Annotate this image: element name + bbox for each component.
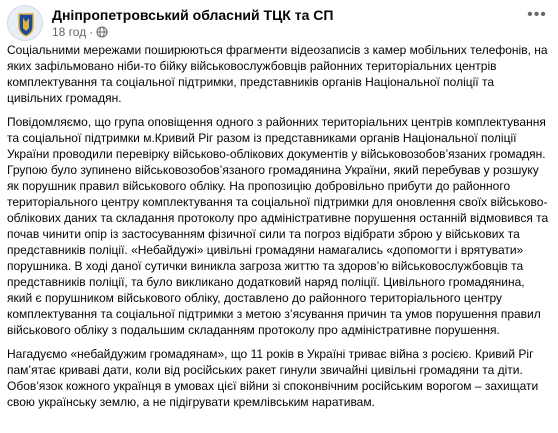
- page-name[interactable]: Дніпропетровський обласний ТЦК та СП: [52, 7, 334, 23]
- post-text: [7, 42, 552, 418]
- post-paragraph-1: Соціальними мережами поширюються фрагменти відеозаписів з камер мобільних телефонів, на яких зафільмовано ніби-то бійку військовослужбовців районних територіальних центрів комплектування та соціальної підтримки, представників органів Національної поліції та цивільних громадян.: [7, 43, 548, 105]
- globe-icon: [96, 26, 108, 41]
- more-options-icon[interactable]: •••: [527, 6, 547, 23]
- post-meta: [52, 25, 108, 39]
- post-paragraph-2: Повідомляємо, що група оповіщення одного з районних територіальних центрів комплектування та соціальної підтримки м.Кривий Ріг разом із представниками органів Національної поліції України проводили перевірку військово-облікових документів у військовозобов’язаних громадян. Групою було зупинено військовозобов’язаного громадянина України, який перебував у розшуку як порушник правил військового обліку. На пропозицію добровільно прибути до районного територіального центру комплектування та соціальної підтримки для оновлення своїх військово-облікових даних та складання протоколу про адміністративне порушення останній відмовився та почав чинити опір із застосуванням фізичної сили та погроз відібрати зброю у військових та представників поліції. «Небайдужі» цивільні громадяни намагались «допомогти і врятувати» порушника. В ході даної сутички виникла загроза життю та здоров’ю військовослужбовців та представників поліції, та було викликано додатковий наряд поліції. Цивільного громадянина, який є порушником військового обліку, доставлено до районного територіального центру комплектування та соціальної підтримки з метою з’ясування причин та умов порушення правил військового обліку з подальшим складанням протоколу про адміністративне порушення.: [7, 115, 549, 337]
- post-paragraph-3: Нагадуємо «небайдужим громадянам», що 11 років в Україні триває війна з росією. Кривий Ріг пам’ятає криваві дати, коли від російських ракет гинули звичайні цивільні громадяни та діти. Обов’язок кожного українця в умовах цієї війни зі споконвічним російським ворогом – захищати свою українську землю, а не підігрувати кремлівським наративам.: [7, 347, 539, 409]
- meta-separator: ·: [89, 25, 94, 39]
- emblem-icon: [8, 6, 43, 41]
- page-avatar[interactable]: [7, 5, 43, 41]
- post-time[interactable]: 18 год: [52, 25, 87, 39]
- post-header: [7, 5, 551, 41]
